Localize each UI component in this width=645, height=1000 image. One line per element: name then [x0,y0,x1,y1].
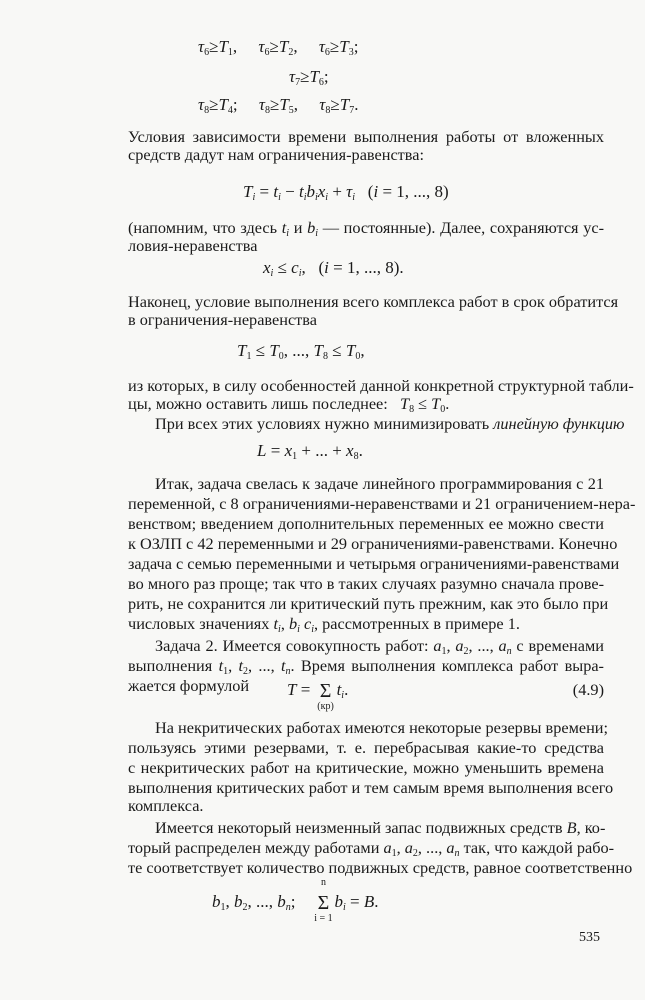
para7-line3: жается формулой [128,676,250,695]
para1-line1: Условия зависимости времени выполнения работы от вложенных [128,127,604,146]
para7-line2: выполнения $t_1$, $t_2$, ..., $t_n$. Время выполнения комплекса работ выра- [128,656,604,677]
equation-x-c: $x_i \le c_i$, (i = 1, ..., 8). [263,258,404,279]
para8-line5: комплекса. [128,796,204,815]
para6-line3: венством; введением дополнительных переменных ее можно свести [128,514,604,533]
sum-limit-kr: (кр) [317,701,334,712]
para8-line4: выполнения критических работ и тем самым время выполнения всего [128,778,614,797]
para9-line3: те соответствует количество подвижных средств, равное соответственно [128,858,633,877]
page-number: 535 [579,930,600,945]
para2-line1: (напомним, что здесь $t_i$ и $b_i$ — постоянные). Далее, сохраняются ус- [128,218,605,239]
para6-line2: переменной, с 8 ограничениями-неравенствами и 21 ограничением-нера- [128,494,636,513]
sum-symbol: Σ (кр) [315,680,337,703]
para5-line1: При всех этих условиях нужно минимизировать линейную функцию [155,414,625,433]
para4-line1: из которых, в силу особенностей данной конкретной структурной табли- [128,376,634,395]
para6-line7: рить, не сохранится ли критический путь прежним, как это было при [128,594,609,613]
para9-line1: Имеется некоторый неизменный запас подвижных средств B, ко- [155,818,606,837]
sum-lower-limit: i = 1 [314,913,333,924]
equation-b-sum: $b_1$, $b_2$, ..., $b_n$; n Σ i = 1 $b_i = B$. [212,877,379,924]
equation-tau-row1: $\tau_6\ge T_1$, $\tau_6\ge T_2$, $\tau_6\ge T_3$; [198,37,359,58]
equation-number: (4.9) [572,680,604,699]
para3-line1: Наконец, условие выполнения всего комплекса работ в срок обратится [128,292,619,311]
para6-line8: числовых значениях $t_i$, $b_i$ $c_i$, рассмотренных в примере 1. [128,614,520,635]
para3-line2: в ограничения-неравенства [128,310,317,329]
para6-line1: Итак, задача свелась к задаче линейного программирования с 21 [155,474,604,493]
equation-T0: $T_1 \le T_0$, ..., $T_8 \le T_0$, [237,341,365,362]
sum-upper-limit: n [320,877,326,888]
equation-tau-row2: $\tau_7\ge T_6$; [289,67,329,88]
para6-line5: задача с семью переменными и четырьмя ограничениями-равенствами [128,554,620,573]
sum-symbol-b: n Σ i = 1 [312,892,334,915]
equation-tau-row3: $\tau_8\ge T_4$; $\tau_8\ge T_5$, $\tau_8\ge T_7$. [198,95,359,116]
equation-L: $L = x_1$ + ... + $x_8$. [257,441,363,462]
para1-line2: средств дадут нам ограничения-равенства: [128,145,425,164]
para8-line3: с некритических работ на критические, можно уменьшить времена [128,758,604,777]
para8-line1: На некритических работах имеются некоторые резервы времени; [155,718,609,737]
para6-line4: к ОЗЛП с 42 переменными и 29 ограничениями-равенствами. Конечно [128,534,618,553]
para6-line6: во много раз проще; так что в таких случаях разумно сначала прове- [128,574,604,593]
para8-line2: пользуясь этими резервами, т. е. перебрасывая какие-то средства [128,738,604,757]
equation-T-sum: T = Σ (кр) $t_i$. [287,680,349,712]
para4-line2: цы, можно оставить лишь последнее: $T_8 \le T_0$. [128,394,450,415]
para7-line1: Задача 2. Имеется совокупность работ: $a_1$, $a_2$, ..., $a_n$ с временами [155,636,605,657]
para9-line2: торый распределен между работами $a_1$, $a_2$, ..., $a_n$ так, что каждой рабо- [128,838,615,859]
para2-line2: ловия-неравенства [128,236,258,255]
equation-Ti: $T_i = t_i - t_ib_ix_i + \tau_i$ (i = 1, ..., 8) [243,182,449,203]
